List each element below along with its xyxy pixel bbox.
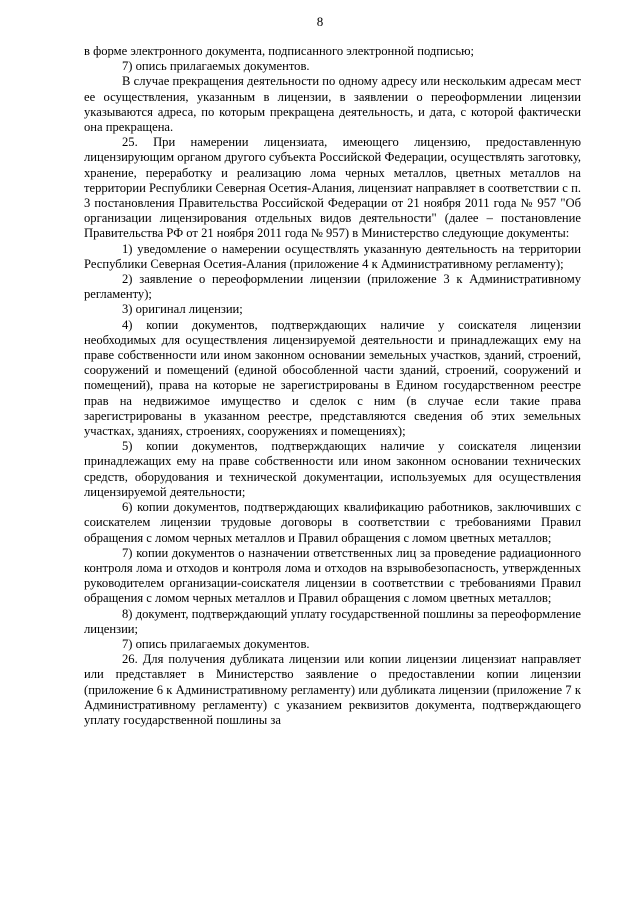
paragraph: 7) опись прилагаемых документов. bbox=[122, 636, 310, 651]
paragraph: 25. При намерении лицензиата, имеющего лицензию, предоставленную лицензирующим органом другого субъекта Российской Федерации, осуществлять заготовку, хранение, переработку и реализацию лома черных металлов, цветных металлов на территории Республики Северная Осетия-Алания, лицензиат направляет в соответствии с п. 3 постановления Правительства Российской Федерации от 21 ноября 2011 года № 957 "Об организации лицензирования отдельных видов деятельности" (далее – постановление Правительства РФ от 21 ноября 2011 года № 957) в Министерство следующие документы: bbox=[84, 135, 581, 241]
paragraph: 2) заявление о переоформлении лицензии (приложение 3 к Административному регламенту); bbox=[84, 272, 581, 302]
paragraph: 5) копии документов, подтверждающих наличие у соискателя лицензии принадлежащих ему на праве собственности или ином законном основании технических средств, оборудования и технической документации, используемых для осуществления лицензируемой деятельности; bbox=[84, 439, 581, 499]
paragraph: 7) копии документов о назначении ответственных лиц за проведение радиационного контроля лома и отходов и контроля лома и отходов на взрывобезопасность, утвержденных руководителем организации-соискателя лицензии в соответствии с требованиями Правил обращения с ломом черных металлов и Правил обращения с ломом цветных металлов; bbox=[84, 545, 581, 606]
paragraph: 4) копии документов, подтверждающих наличие у соискателя лицензии необходимых для осуществления лицензируемой деятельности и принадлежащих ему на праве собственности или ином законном основании земельных участков, зданий, строений, сооружений и помещений (единой обособленной части зданий, строений, сооружений и помещений), права на которые не зарегистрированы в Едином государственном реестре прав на недвижимое имущество и сделок с ним (в случае если такие права зарегистрированы в указанном реестре, представляются сведения об этих земельных участках, зданиях, строениях, сооружениях и помещениях); bbox=[84, 317, 581, 439]
document-body bbox=[84, 44, 581, 728]
paragraph: в форме электронного документа, подписанного электронной подписью; bbox=[84, 44, 474, 58]
paragraph: 1) уведомление о намерении осуществлять указанную деятельность на территории Республики Северная Осетия-Алания (приложение 4 к Административному регламенту); bbox=[84, 241, 581, 271]
page-number: 8 bbox=[316, 14, 324, 29]
paragraph: 7) опись прилагаемых документов. bbox=[122, 59, 310, 74]
paragraph: 8) документ, подтверждающий уплату государственной пошлины за переоформление лицензии; bbox=[84, 606, 581, 636]
paragraph: 26. Для получения дубликата лицензии или копии лицензии лицензиат направляет или представляет в Министерство заявление о предоставлении копии лицензии (приложение 6 к Административному регламенту) или дубликата лицензии (приложение 7 к Административному регламенту) с указанием реквизитов документа, подтверждающего уплату государственной пошлины за bbox=[84, 652, 581, 727]
paragraph: 6) копии документов, подтверждающих квалификацию работников, заключивших с соискателем лицензии трудовые договоры в соответствии с требованиями Правил обращения с ломом черных металлов и Правил обращения с ломом цветных металлов; bbox=[84, 500, 581, 545]
paragraph: 3) оригинал лицензии; bbox=[122, 302, 243, 317]
paragraph: В случае прекращения деятельности по одному адресу или нескольким адресам мест ее осуществления, указанным в лицензии, в заявлении о переоформлении лицензии указываются адреса, по которым прекращена деятельность, и дата, с которой фактически она прекращена. bbox=[84, 74, 581, 135]
